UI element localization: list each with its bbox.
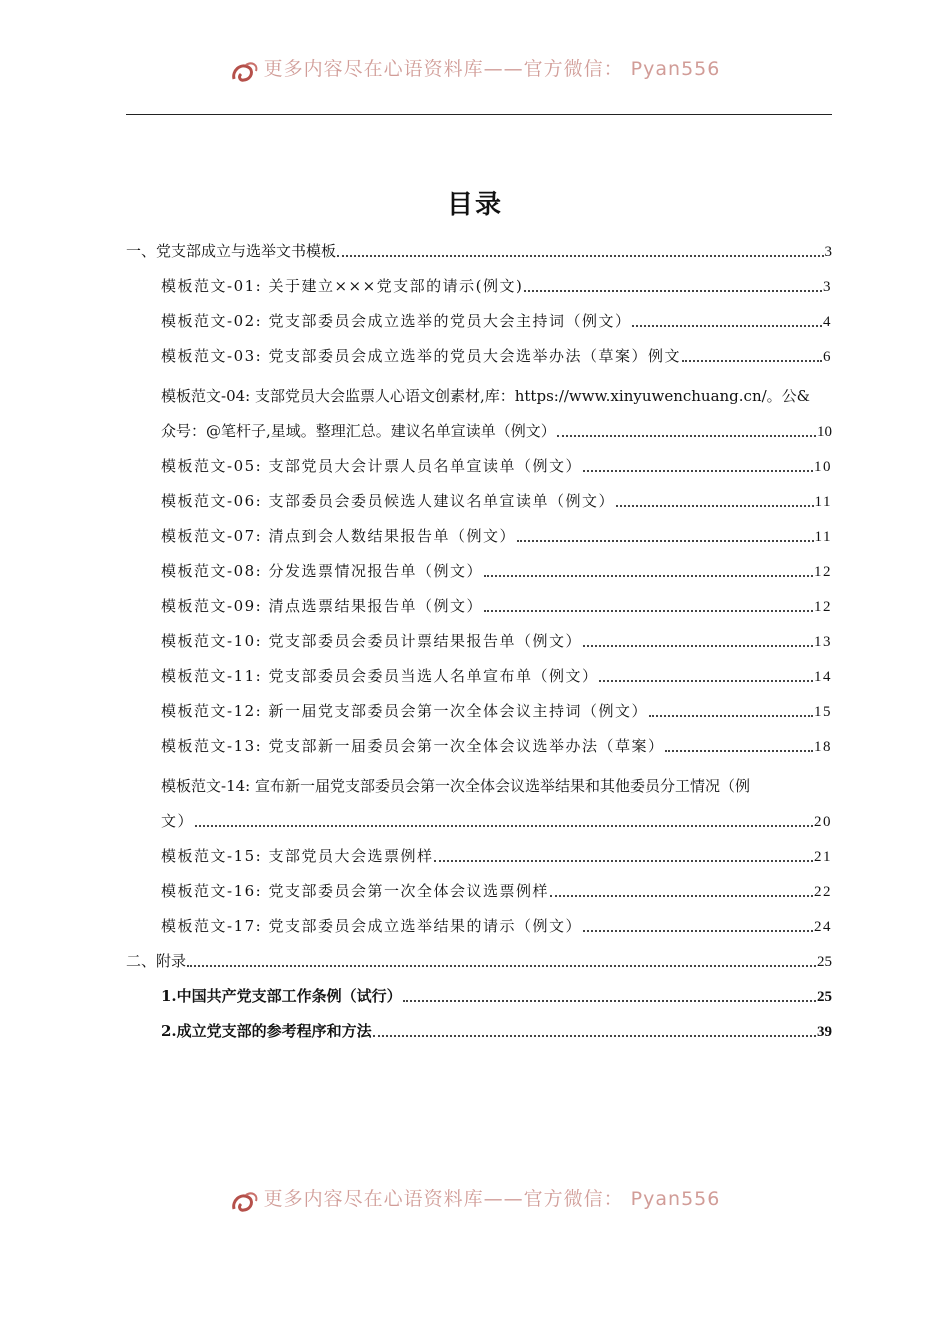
toc-entry-12[interactable]: 模板范文-12: 新一届党支部委员会第一次全体会议主持词（例文） 15 [161,702,832,720]
watermark-footer [0,1182,950,1222]
toc-entry-06[interactable]: 模板范文-06: 支部委员会委员候选人建议名单宣读单（例文） 11 [161,492,832,510]
logo-icon [230,1189,260,1215]
watermark-header [0,52,950,92]
table-of-contents [126,226,832,1041]
toc-section-2[interactable]: 二、附录 25 [126,952,832,970]
toc-entry-17[interactable]: 模板范文-17: 党支部委员会成立选举结果的请示（例文） 24 [161,917,832,935]
header-rule [126,114,832,115]
toc-appendix-1[interactable]: 1.中国共产党支部工作条例（试行） 25 [161,987,832,1005]
watermark-text: 更多内容尽在心语资料库——官方微信： Pyan556 [263,57,721,80]
toc-appendix-2[interactable]: 2.成立党支部的参考程序和方法 39 [161,1022,832,1040]
toc-entry-14[interactable]: 模板范文-14: 宣布新一届党支部委员会第一次全体会议选举结果和其他委员分工情况（例 [161,777,750,795]
page-title: 目录 [446,190,503,220]
toc-entry-16[interactable]: 模板范文-16: 党支部委员会第一次全体会议选票例样 22 [161,882,832,900]
logo-icon [230,59,260,85]
toc-entry-05[interactable]: 模板范文-05: 支部党员大会计票人员名单宣读单（例文） 10 [161,457,832,475]
toc-entry-11[interactable]: 模板范文-11: 党支部委员会委员当选人名单宣布单（例文） 14 [161,667,832,685]
toc-entry-08[interactable]: 模板范文-08: 分发选票情况报告单（例文） 12 [161,562,832,580]
toc-entry-14-cont[interactable]: 文） 20 [161,812,832,830]
toc-entry-03[interactable]: 模板范文-03: 党支部委员会成立选举的党员大会选举办法（草案）例文 6 [161,347,832,365]
toc-entry-04[interactable]: 模板范文-04: 支部党员大会监票人心语文创素材,库：https://www.xinyuwenchuang.cn/。公& [161,387,811,405]
toc-entry-07[interactable]: 模板范文-07: 清点到会人数结果报告单（例文） 11 [161,527,832,545]
toc-entry-15[interactable]: 模板范文-15: 支部党员大会选票例样 21 [161,847,832,865]
toc-entry-02[interactable]: 模板范文-02: 党支部委员会成立选举的党员大会主持词（例文） 4 [161,312,832,330]
toc-section-1[interactable]: 一、党支部成立与选举文书模板 3 [126,242,832,260]
toc-entry-13[interactable]: 模板范文-13: 党支部新一届委员会第一次全体会议选举办法（草案） 18 [161,737,832,755]
toc-entry-10[interactable]: 模板范文-10: 党支部委员会委员计票结果报告单（例文） 13 [161,632,832,650]
watermark-text: 更多内容尽在心语资料库——官方微信： Pyan556 [263,1187,721,1210]
toc-entry-04-cont[interactable]: 众号：@笔杆子,星域。整理汇总。建议名单宣读单（例文） 10 [161,422,832,440]
toc-entry-01[interactable]: 模板范文-01: 关于建立×××党支部的请示(例文) 3 [161,277,832,295]
toc-entry-09[interactable]: 模板范文-09: 清点选票结果报告单（例文） 12 [161,597,832,615]
